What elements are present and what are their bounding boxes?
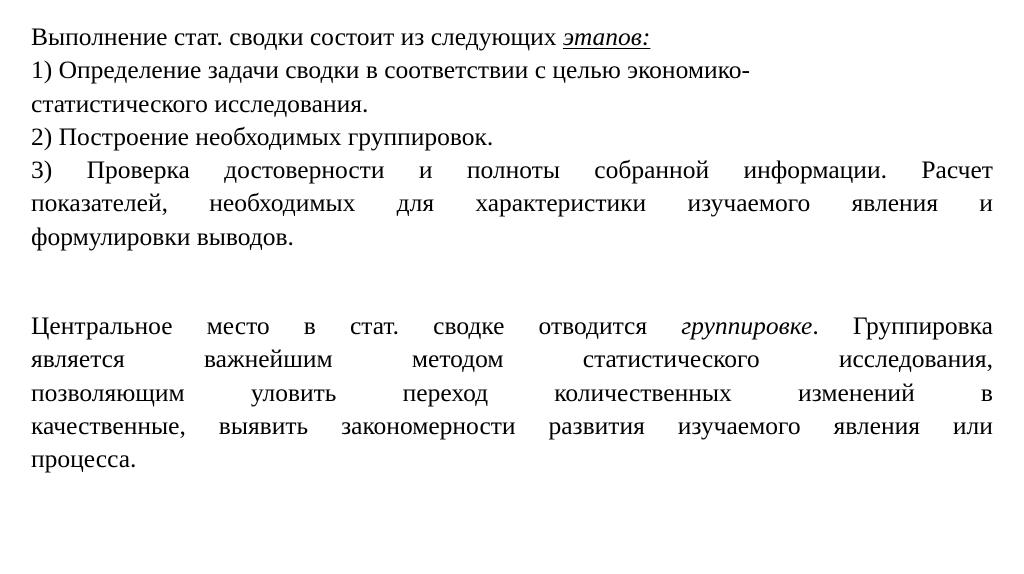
- word: полноты: [466, 155, 560, 185]
- word: изменений: [798, 377, 915, 407]
- grouping-line-1: [31, 309, 993, 342]
- stages-intro: [31, 20, 993, 53]
- word: Центральное: [31, 311, 173, 340]
- word: выявить: [218, 410, 309, 440]
- grouping-block: [31, 309, 993, 475]
- stage-1-line-2: статистического исследования.: [31, 88, 369, 118]
- grouping-line-4: [31, 409, 993, 442]
- word: является: [31, 344, 125, 374]
- word: развития: [548, 410, 645, 440]
- word: для: [396, 188, 435, 218]
- grouping-term: группировке: [681, 311, 813, 340]
- stages-block: [31, 20, 993, 253]
- grouping-line-1-term-wrap: [681, 309, 819, 342]
- word: сводке: [433, 311, 505, 340]
- word: количественных: [554, 377, 732, 407]
- word: или: [952, 410, 993, 440]
- grouping-line-5: процесса.: [31, 444, 137, 474]
- word: показателей,: [31, 188, 168, 218]
- grouping-line-1-period: .: [812, 311, 819, 340]
- word: важнейшим: [203, 344, 333, 374]
- grouping-line-3: [31, 376, 993, 409]
- word: Расчет: [921, 155, 993, 185]
- word: исследования,: [838, 344, 993, 374]
- stage-2: 2) Построение необходимых группировок.: [31, 121, 494, 151]
- word: изучаемого: [687, 188, 811, 218]
- word: закономерности: [341, 410, 516, 440]
- grouping-line-1-last: Группировка: [852, 311, 993, 340]
- word: изучаемого: [677, 410, 801, 440]
- word: позволяющим: [31, 377, 185, 407]
- word: место: [206, 311, 270, 340]
- word: в: [980, 377, 993, 407]
- stage-3-line-2: [31, 186, 993, 219]
- word: информации.: [743, 155, 887, 185]
- grouping-line-2: [31, 342, 993, 375]
- word: и: [418, 155, 433, 185]
- stages-term: этапов:: [562, 22, 651, 51]
- stages-intro-text: Выполнение стат. сводки состоит из следующих: [31, 22, 563, 51]
- word: собранной: [594, 155, 710, 185]
- stage-3-line-1: [31, 153, 993, 186]
- stage-1-line-1: 1) Определение задачи сводки в соответствии с целью экономико-: [31, 55, 750, 85]
- word: уловить: [250, 377, 337, 407]
- word: необходимых: [209, 188, 356, 218]
- word: явления: [833, 410, 920, 440]
- word: отводится: [538, 311, 648, 340]
- word: 3): [31, 155, 53, 185]
- word: Проверка: [86, 155, 190, 185]
- stage-3-line-3: формулировки выводов.: [31, 221, 294, 251]
- word: методом: [411, 344, 504, 374]
- word: и: [979, 188, 993, 218]
- word: достоверности: [224, 155, 385, 185]
- word: характеристики: [475, 188, 647, 218]
- word: стат.: [349, 311, 399, 340]
- word: в: [303, 311, 316, 340]
- word: качественные,: [31, 410, 186, 440]
- word: переход: [402, 377, 489, 407]
- word: явления: [851, 188, 939, 218]
- word: статистического: [582, 344, 760, 374]
